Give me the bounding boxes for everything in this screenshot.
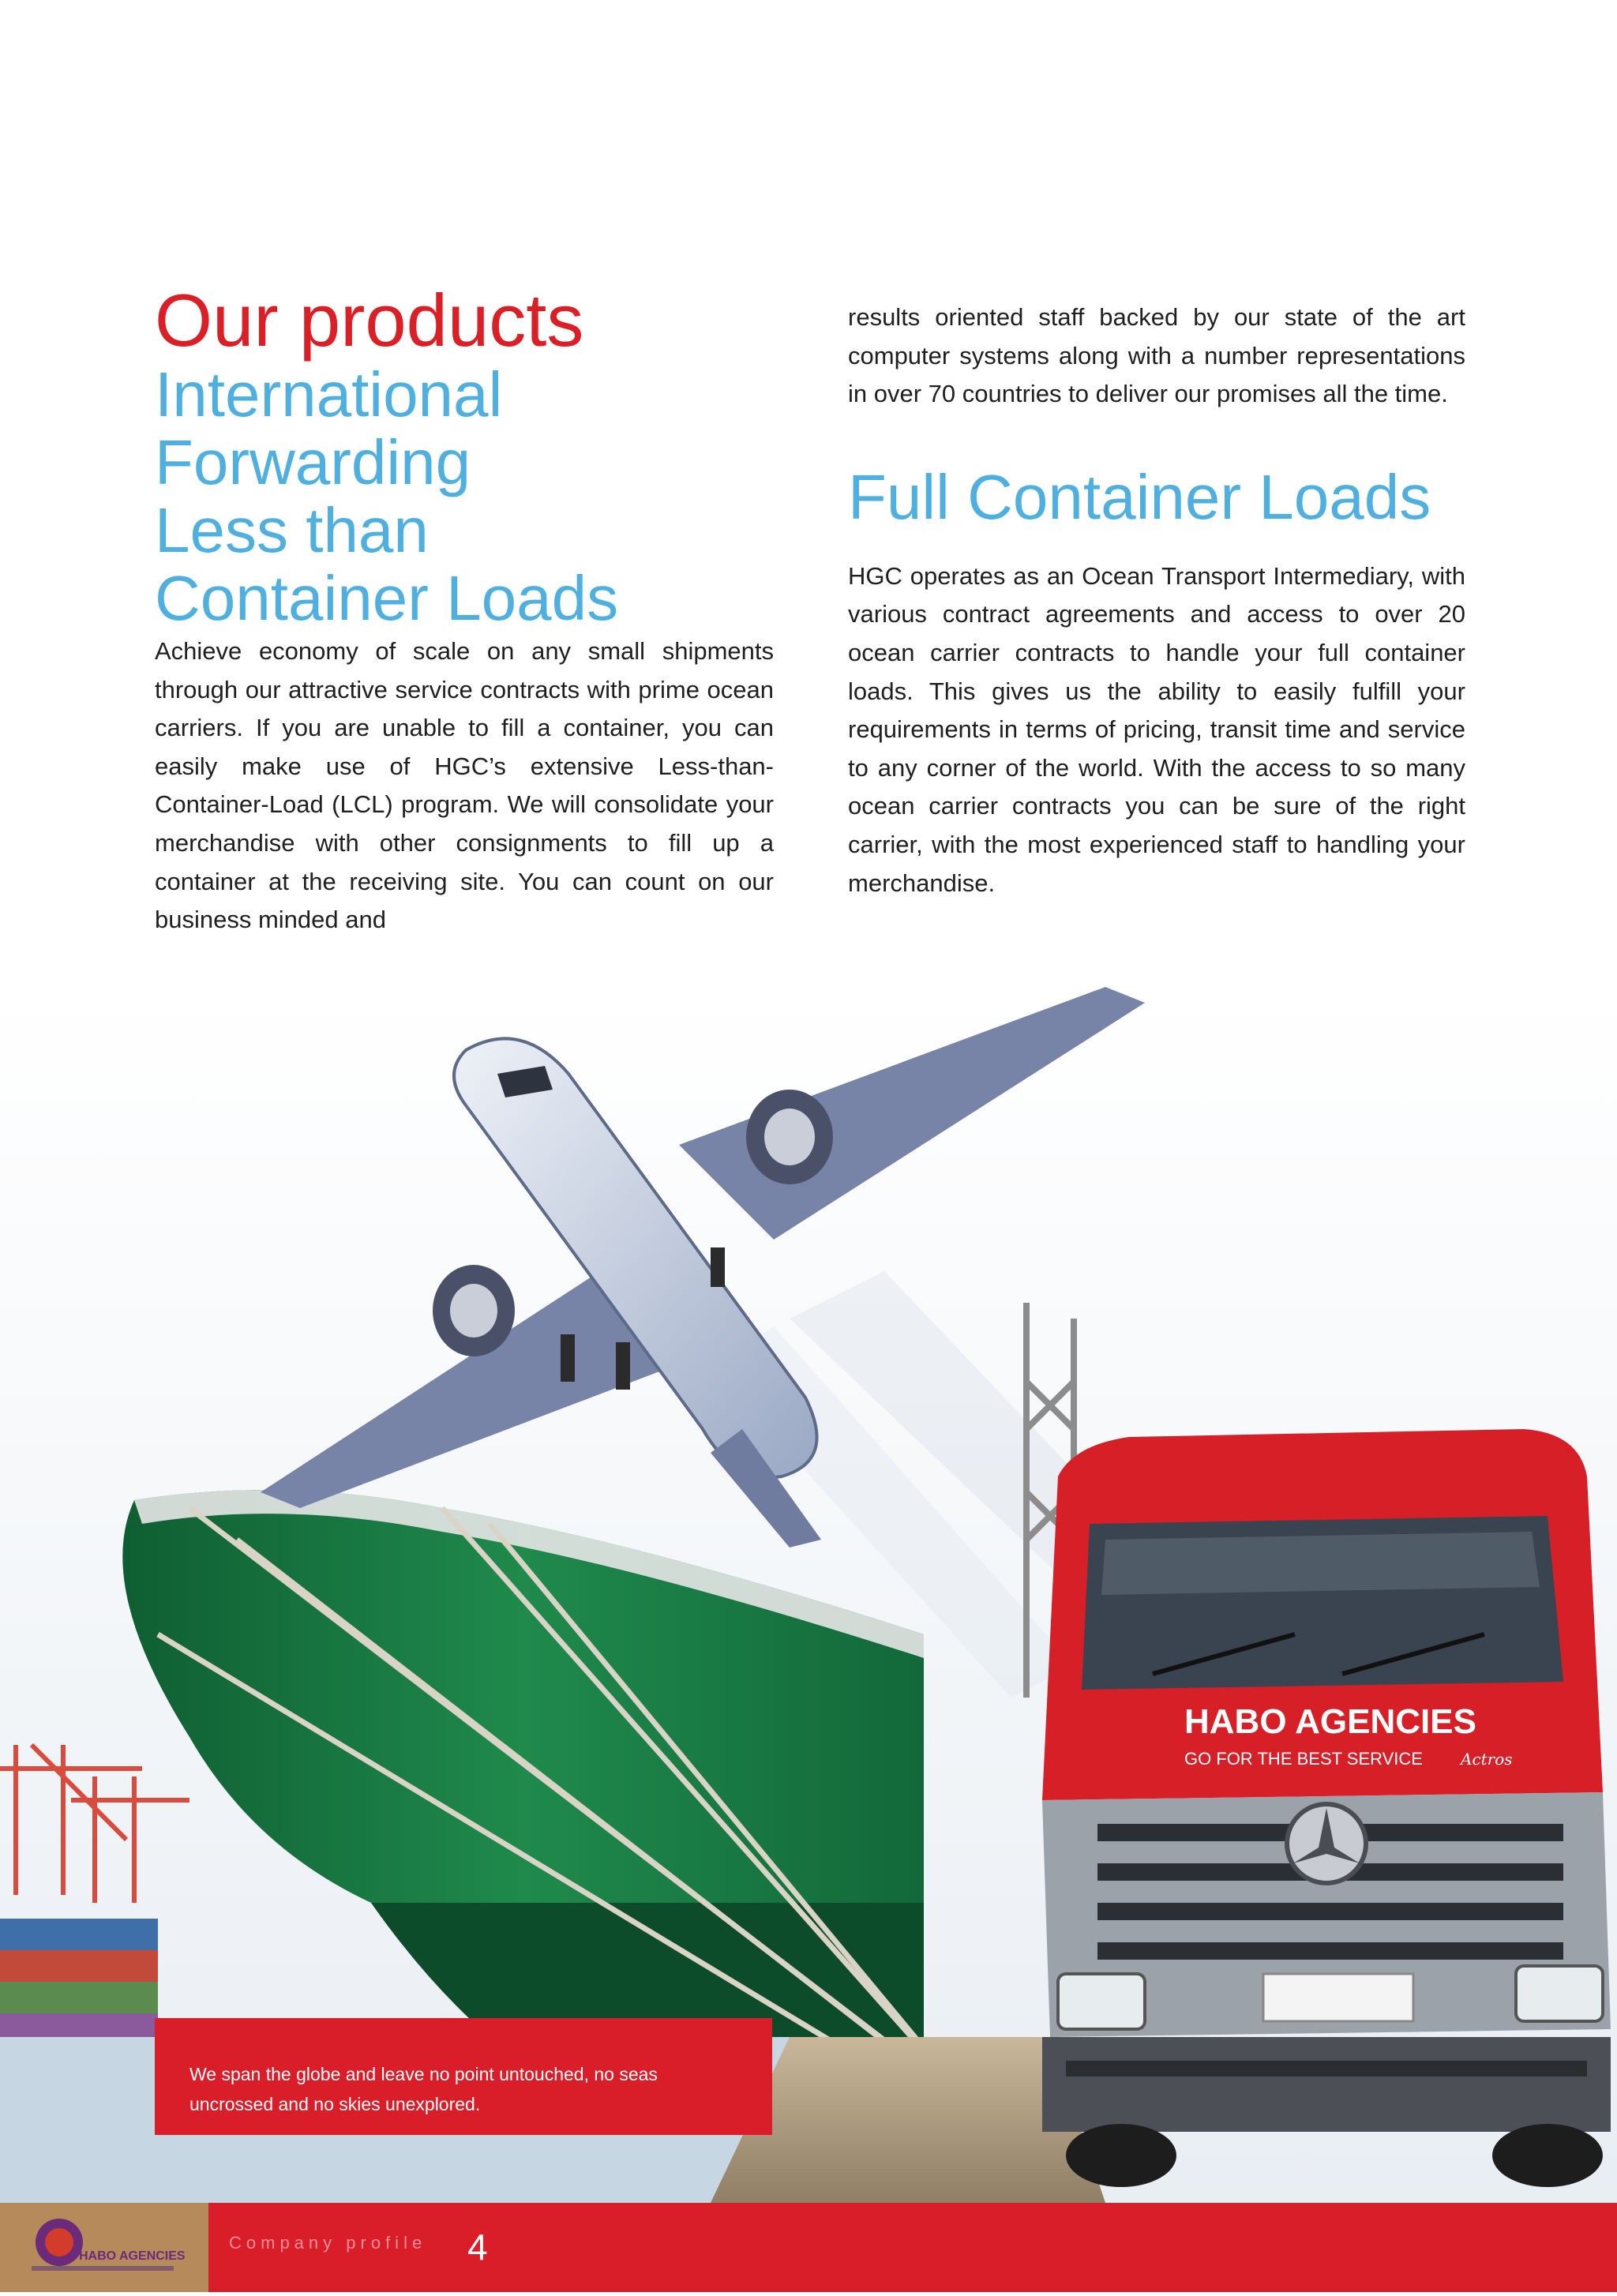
- subheading-international: International: [155, 359, 503, 430]
- logo-text: HABO AGENCIES: [79, 2249, 186, 2263]
- footer-title: Company profile: [229, 2233, 427, 2253]
- company-logo-icon: [0, 2203, 208, 2292]
- fcl-paragraph: HGC operates as an Ocean Transport Intermediary, with various contract agreements and access to over 20 ocean carrier contracts to handle your full container loads. This gives us the ability to easily fulfill your requirements in terms of pricing, transit time and service to any corner of the world. With the access to so many ocean carrier contracts you can be sure of the right carrier, with the most experienced staff to handling your merchandise.: [848, 561, 1465, 897]
- page-number: 4: [467, 2227, 488, 2268]
- page-footer: [0, 2203, 1617, 2292]
- left-column: [155, 280, 774, 940]
- truck-slogan-text: GO FOR THE BEST SERVICE: [1184, 1749, 1423, 1769]
- lcl-paragraph: Achieve economy of scale on any small shipments through our attractive service contracts with prime ocean carriers. If you are unable to fill a container, you can easily make use of HGC’s extensive Less-than-Container-Load (LCL) program. We will consolidate your merchandise with other consignments to fill up a container at the receiving site. You can count on our business minded and: [155, 637, 774, 934]
- caption-box: [155, 2018, 772, 2135]
- section-title: Our products: [155, 279, 584, 362]
- caption-text: We span the globe and leave no point untouched, no seas uncrossed and no skies unexplored.: [189, 2064, 658, 2114]
- footer-logo: [0, 2203, 208, 2292]
- truck-model-text: Actros: [1461, 1750, 1513, 1769]
- subheading-stack: [155, 361, 774, 632]
- subheading-container-loads: Container Loads: [155, 563, 619, 633]
- fcl-heading: Full Container Loads: [848, 461, 1431, 532]
- subheading-forwarding: Forwarding: [155, 427, 471, 497]
- red-truck: [1042, 1429, 1611, 2187]
- subheading-less-than: Less than: [155, 495, 429, 565]
- continuation-paragraph: results oriented staff backed by our state of the art computer systems along with a number representations in over 70 countries to deliver our promises all the time.: [848, 303, 1465, 408]
- truck-brand-text: HABO AGENCIES: [1184, 1702, 1476, 1741]
- right-column: [848, 298, 1465, 902]
